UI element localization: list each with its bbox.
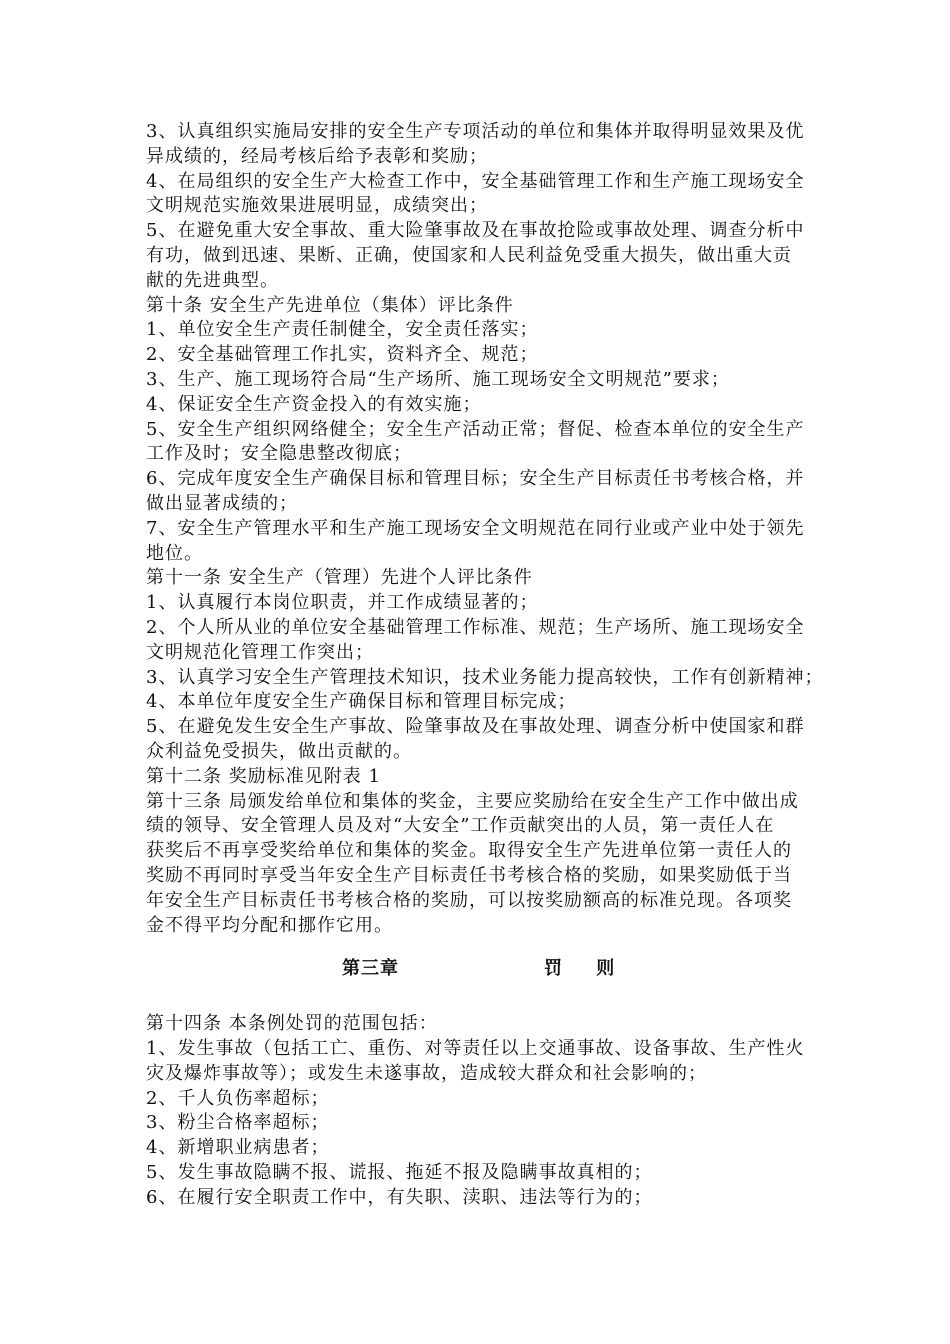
text-line: 5、安全生产组织网络健全；安全生产活动正常；督促、检查本单位的安全生产 <box>146 418 805 440</box>
text-line: 文明规范实施效果进展明显，成绩突出； <box>146 195 488 217</box>
text-line: 2、千人负伤率超标； <box>146 1087 330 1109</box>
text-line: 1、认真履行本岗位职责，并工作成绩显著的； <box>146 592 539 614</box>
text-line: 5、发生事故隐瞒不报、谎报、拖延不报及隐瞒事故真相的； <box>146 1162 653 1184</box>
text-line: 4、本单位年度安全生产确保目标和管理目标完成； <box>146 691 577 713</box>
text-line: 奖励不再同时享受当年安全生产目标责任书考核合格的奖励，如果奖励低于当 <box>146 864 792 886</box>
chapter-heading <box>146 942 816 1012</box>
text-line: 工作及时；安全隐患整改彻底； <box>146 443 412 465</box>
text-line: 第十四条 本条例处罚的范围包括： <box>146 1013 438 1035</box>
text-line: 献的先进典型。 <box>146 269 279 291</box>
text-line: 3、生产、施工现场符合局“生产场所、施工现场安全文明规范”要求； <box>146 368 730 390</box>
text-line: 3、粉尘合格率超标； <box>146 1112 330 1134</box>
regulation-section-rewards <box>146 120 824 938</box>
text-line: 1、发生事故（包括工亡、重伤、对等责任以上交通事故、设备事故、生产性火 <box>146 1038 805 1060</box>
chapter-title: 罚 则 <box>544 958 629 980</box>
text-line: 4、保证安全生产资金投入的有效实施； <box>146 393 482 415</box>
text-line: 3、认真组织实施局安排的安全生产专项活动的单位和集体并取得明显效果及优 <box>146 121 805 142</box>
text-line: 地位。 <box>146 542 203 564</box>
text-line: 有功，做到迅速、果断、正确，使国家和人民利益免受重大损失，做出重大贡 <box>146 244 792 266</box>
text-line: 金不得平均分配和挪作它用。 <box>146 914 393 936</box>
text-line: 第十条 安全生产先进单位（集体）评比条件 <box>146 294 514 316</box>
chapter-number: 第三章 <box>342 958 399 980</box>
text-line: 绩的领导、安全管理人员及对“大安全”工作贡献突出的人员，第一责任人在 <box>146 815 775 837</box>
text-line: 异成绩的，经局考核后给予表彰和奖励； <box>146 145 488 167</box>
text-line: 5、在避免重大安全事故、重大险肇事故及在事故抢险或事故处理、调查分析中 <box>146 220 805 242</box>
text-line: 第十二条 奖励标准见附表 1 <box>146 765 381 787</box>
text-line: 1、单位安全生产责任制健全，安全责任落实； <box>146 319 539 341</box>
text-line: 第十一条 安全生产（管理）先进个人评比条件 <box>146 567 533 589</box>
text-line: 4、在局组织的安全生产大检查工作中，安全基础管理工作和生产施工现场安全 <box>146 170 805 192</box>
document-page <box>146 120 824 1211</box>
text-line: 4、新增职业病患者； <box>146 1137 330 1159</box>
text-line: 灾及爆炸事故等）；或发生未遂事故，造成较大群众和社会影响的； <box>146 1062 707 1084</box>
text-line: 年安全生产目标责任书考核合格的奖励，可以按奖励额高的标准兑现。各项奖 <box>146 889 792 911</box>
text-line: 6、完成年度安全生产确保目标和管理目标；安全生产目标责任书考核合格，并 <box>146 468 805 490</box>
text-line: 5、在避免发生安全生产事故、险肇事故及在事故处理、调查分析中使国家和群 <box>146 716 805 738</box>
text-line: 做出显著成绩的； <box>146 492 298 514</box>
text-line: 获奖后不再享受奖给单位和集体的奖金。取得安全生产先进单位第一责任人的 <box>146 840 792 862</box>
text-line: 2、安全基础管理工作扎实，资料齐全、规范； <box>146 344 539 366</box>
text-line: 7、安全生产管理水平和生产施工现场安全文明规范在同行业或产业中处于领先 <box>146 517 805 539</box>
text-line: 第十三条 局颁发给单位和集体的奖金，主要应奖励给在安全生产工作中做出成 <box>146 790 799 812</box>
text-line: 3、认真学习安全生产管理技术知识，技术业务能力提高较快，工作有创新精神； <box>146 666 824 688</box>
text-line: 6、在履行安全职责工作中，有失职、渎职、违法等行为的； <box>146 1186 653 1208</box>
text-line: 2、个人所从业的单位安全基础管理工作标准、规范；生产场所、施工现场安全 <box>146 616 805 638</box>
regulation-section-penalties <box>146 1012 816 1210</box>
text-line: 文明规范化管理工作突出； <box>146 641 374 663</box>
text-line: 众利益免受损失，做出贡献的。 <box>146 740 412 762</box>
